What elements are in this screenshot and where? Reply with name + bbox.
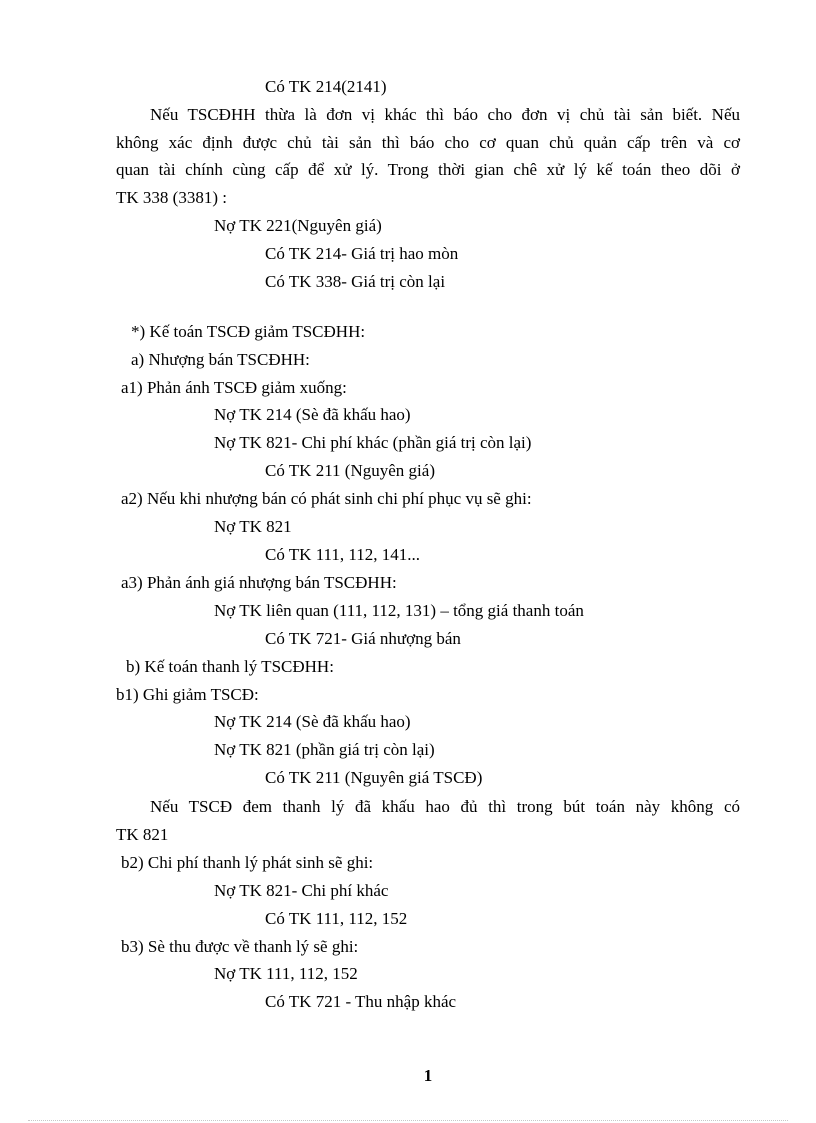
credit-entry: Có TK 214- Giá trị hao mòn: [265, 244, 459, 263]
text-line: TK 821: [116, 825, 169, 844]
credit-entry: Có TK 721 - Thu nhập khác: [265, 992, 457, 1011]
item-heading: a1) Phản ánh TSCĐ giảm xuống:: [121, 378, 347, 397]
credit-entry: Có TK 111, 112, 152: [265, 909, 408, 928]
subsection-heading: b) Kế toán thanh lý TSCĐHH:: [126, 657, 334, 676]
paragraph-line: quan tài chính cùng cấp để xử lý. Trong thời gian chê xử lý kế toán theo dõi ở: [116, 160, 740, 179]
item-heading: b1) Ghi giảm TSCĐ:: [116, 685, 259, 704]
paragraph-line: Nếu TSCĐ đem thanh lý đã khấu hao đủ thì trong bút toán này không có: [150, 797, 740, 816]
debit-entry: Nợ TK 821- Chi phí khác: [214, 881, 389, 900]
credit-entry: Có TK 211 (Nguyên giá): [265, 461, 435, 480]
debit-entry: Nợ TK 821- Chi phí khác (phần giá trị còn lại): [214, 433, 532, 452]
subsection-heading: a) Nhượng bán TSCĐHH:: [131, 350, 310, 369]
paragraph-line: không xác định được chủ tài sản thì báo cho cơ quan chủ quản cấp trên và cơ: [116, 133, 740, 152]
debit-entry: Nợ TK 214 (Sè đã khấu hao): [214, 405, 411, 424]
item-heading: a2) Nếu khi nhượng bán có phát sinh chi phí phục vụ sẽ ghi:: [121, 489, 532, 508]
item-heading: b2) Chi phí thanh lý phát sinh sẽ ghi:: [121, 853, 374, 872]
credit-entry: Có TK 111, 112, 141...: [265, 545, 421, 564]
paragraph-line: Nếu TSCĐHH thừa là đơn vị khác thì báo cho đơn vị chủ tài sản biết. Nếu: [150, 105, 740, 124]
debit-entry: Nợ TK liên quan (111, 112, 131) – tổng giá thanh toán: [214, 601, 584, 620]
debit-entry: Nợ TK 821: [214, 517, 292, 536]
section-heading: *) Kế toán TSCĐ giảm TSCĐHH:: [131, 322, 366, 341]
credit-entry: Có TK 721- Giá nhượng bán: [265, 629, 461, 648]
page-number: 1: [423, 1066, 433, 1085]
credit-entry: Có TK 211 (Nguyên giá TSCĐ): [265, 768, 483, 787]
debit-entry: Nợ TK 821 (phần giá trị còn lại): [214, 740, 435, 759]
debit-entry: Nợ TK 221(Nguyên giá): [214, 216, 382, 235]
credit-entry: Có TK 338- Giá trị còn lại: [265, 272, 446, 291]
text-line: TK 338 (3381) :: [116, 188, 227, 207]
debit-entry: Nợ TK 214 (Sè đã khấu hao): [214, 712, 411, 731]
debit-entry: Nợ TK 111, 112, 152: [214, 964, 358, 983]
item-heading: b3) Sè thu được về thanh lý sẽ ghi:: [121, 937, 359, 956]
page-border: [28, 1120, 788, 1121]
item-heading: a3) Phản ánh giá nhượng bán TSCĐHH:: [121, 573, 397, 592]
text-line: Có TK 214(2141): [265, 77, 387, 96]
